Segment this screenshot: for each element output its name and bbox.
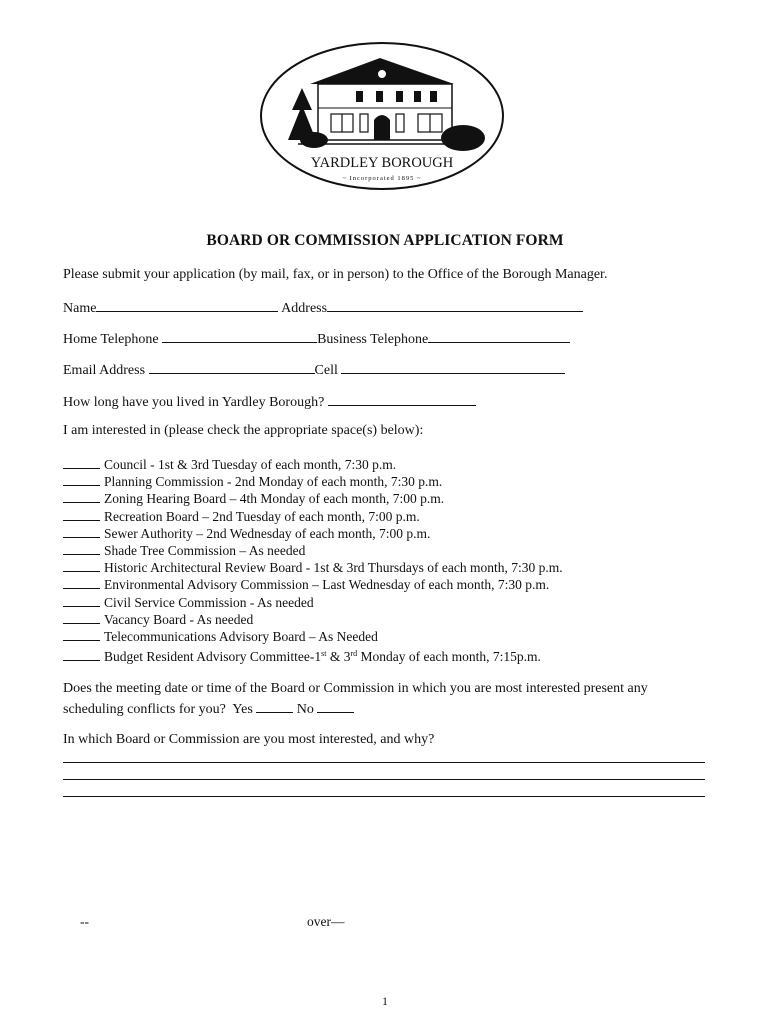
seal-name: YARDLEY BOROUGH	[310, 155, 454, 171]
cell-label: Cell	[314, 363, 338, 378]
business-telephone-label: Business Telephone	[317, 332, 429, 347]
footer-over: over—	[307, 914, 345, 929]
board-checkbox[interactable]	[63, 456, 100, 469]
list-item: Telecommunications Advisory Board – As Needed	[63, 628, 563, 645]
answer-line-3[interactable]	[63, 796, 705, 797]
board-checkbox[interactable]	[63, 628, 100, 641]
email-label: Email Address	[63, 363, 146, 378]
address-field[interactable]	[327, 298, 583, 312]
board-checkbox[interactable]	[63, 576, 100, 589]
interest-question: In which Board or Commission are you most interested, and why?	[63, 732, 435, 747]
answer-line-1[interactable]	[63, 762, 705, 763]
yes-label: Yes	[232, 702, 253, 717]
conflict-question-row	[63, 699, 354, 718]
list-item: Zoning Hearing Board – 4th Monday of each month, 7:00 p.m.	[63, 490, 563, 507]
seal-tagline: ~ Incorporated 1895 ~	[342, 175, 422, 182]
address-label: Address	[281, 301, 328, 316]
page-number: 1	[382, 994, 388, 1008]
board-checkbox[interactable]	[63, 542, 100, 555]
list-item: Council - 1st & 3rd Tuesday of each month, 7:30 p.m.	[63, 456, 563, 473]
conflict-question-line1: Does the meeting date or time of the Board or Commission in which you are most interested present any	[63, 681, 648, 696]
email-cell-row	[63, 360, 565, 379]
home-telephone-field[interactable]	[162, 329, 317, 343]
list-item: Shade Tree Commission – As needed	[63, 542, 563, 559]
name-address-row	[63, 298, 583, 317]
board-checkbox[interactable]	[63, 473, 100, 486]
board-checkbox[interactable]	[63, 559, 100, 572]
list-item: Vacancy Board - As needed	[63, 611, 563, 628]
list-item: Planning Commission - 2nd Monday of each month, 7:30 p.m.	[63, 473, 563, 490]
board-checklist	[63, 456, 563, 665]
residency-question: How long have you lived in Yardley Borough?	[63, 395, 325, 410]
residency-field[interactable]	[328, 392, 476, 406]
footer-dash: --	[80, 914, 89, 929]
no-label: No	[296, 702, 314, 717]
list-item: Civil Service Commission - As needed	[63, 594, 563, 611]
board-checkbox[interactable]	[63, 648, 100, 661]
name-field[interactable]	[96, 298, 278, 312]
board-checkbox[interactable]	[63, 594, 100, 607]
yes-field[interactable]	[256, 699, 293, 713]
list-item: Environmental Advisory Commission – Last Wednesday of each month, 7:30 p.m.	[63, 576, 563, 593]
no-field[interactable]	[317, 699, 354, 713]
borough-seal-logo	[258, 40, 506, 192]
name-label: Name	[63, 301, 97, 316]
email-field[interactable]	[149, 360, 315, 374]
intro-text: Please submit your application (by mail, fax, or in person) to the Office of the Borough Manager.	[63, 267, 608, 282]
board-checkbox[interactable]	[63, 508, 100, 521]
list-item: Budget Resident Advisory Committee-1st & 3rd Monday of each month, 7:15p.m.	[63, 645, 563, 665]
board-checkbox[interactable]	[63, 611, 100, 624]
list-item: Historic Architectural Review Board - 1st & 3rd Thursdays of each month, 7:30 p.m.	[63, 559, 563, 576]
residency-row	[63, 392, 476, 411]
board-checkbox[interactable]	[63, 490, 100, 503]
conflict-question-line2: scheduling conflicts for you?	[63, 702, 226, 717]
list-item: Recreation Board – 2nd Tuesday of each month, 7:00 p.m.	[63, 508, 563, 525]
telephone-row	[63, 329, 570, 348]
cell-field[interactable]	[341, 360, 565, 374]
list-item: Sewer Authority – 2nd Wednesday of each month, 7:00 p.m.	[63, 525, 563, 542]
home-telephone-label: Home Telephone	[63, 332, 159, 347]
board-checkbox[interactable]	[63, 525, 100, 538]
form-title: BOARD OR COMMISSION APPLICATION FORM	[206, 232, 564, 249]
interest-prompt: I am interested in (please check the appropriate space(s) below):	[63, 423, 424, 438]
answer-line-2[interactable]	[63, 779, 705, 780]
business-telephone-field[interactable]	[428, 329, 570, 343]
